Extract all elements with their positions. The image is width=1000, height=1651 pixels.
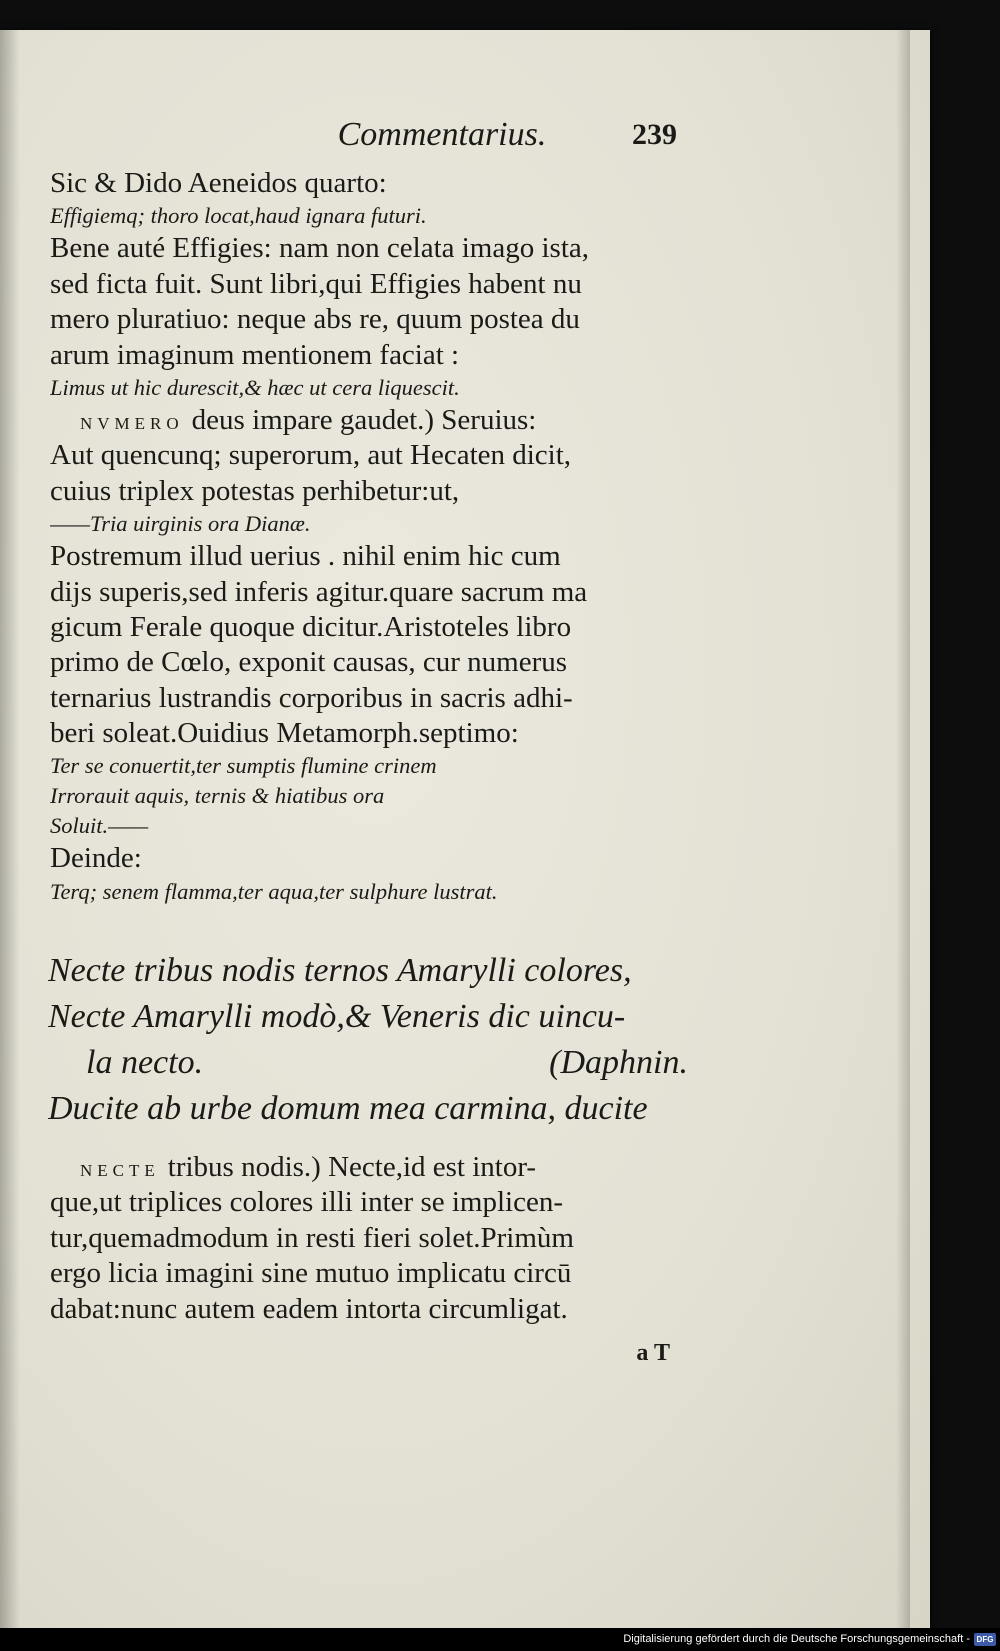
text-line: Deinde: xyxy=(50,842,142,875)
text-line: arum imaginum mentionem faciat : xyxy=(50,338,460,371)
verse-line-left: la necto. xyxy=(86,1044,204,1081)
running-head: Commentarius. xyxy=(337,116,547,153)
quotation-line: Irrorauit aquis, ternis & hiatibus ora xyxy=(50,783,385,809)
text-line: Sic & Dido Aeneidos quarto: xyxy=(50,167,387,199)
text-line: mero pluratiuo: neque abs re, quum postea du xyxy=(50,303,580,336)
text-line: beri soleat.Ouidius Metamorph.septimo: xyxy=(50,717,519,750)
text-line: Bene auté Effigies: nam non celata imago ista, xyxy=(50,232,590,265)
funding-notice: Digitalisierung gefördert durch die Deutsche Forschungsgemeinschaft - xyxy=(623,1633,970,1645)
text-line: gicum Ferale quoque dicitur.Aristoteles libro xyxy=(50,610,572,643)
quotation-line: Terq; senem flamma,ter aqua,ter sulphure lustrat. xyxy=(50,878,498,904)
quotation-line: Ter se conuertit,ter sumptis flumine crinem xyxy=(50,753,437,779)
text-line: primo de Cœlo, exponit causas, cur numerus xyxy=(50,646,568,679)
text-line: cuius triplex potestas perhibetur:ut, xyxy=(50,474,460,507)
lemma-caps: NECTE xyxy=(80,1161,160,1180)
text-line: dabat:nunc autem eadem intorta circumligat. xyxy=(50,1292,568,1325)
lemma-line xyxy=(50,403,680,438)
page-edge-shadow xyxy=(896,30,910,1628)
text-line: tur,quemadmodum in resti fieri solet.Primùm xyxy=(50,1221,574,1254)
page-gutter-shadow xyxy=(0,30,20,1628)
verse-block xyxy=(48,948,688,1132)
verse-line: Necte Amarylli modò,& Veneris dic uincu- xyxy=(48,998,626,1035)
signature-mark: a T xyxy=(636,1340,670,1366)
commentary-text-block-2 xyxy=(50,1150,680,1327)
text-line: ergo licia imagini sine mutuo implicatu circū xyxy=(50,1257,572,1290)
verse-line-right: (Daphnin. xyxy=(549,1044,688,1081)
verse-line: Necte tribus nodis ternos Amarylli colores, xyxy=(48,952,632,989)
quotation-line: ——Tria uirginis ora Dianæ. xyxy=(50,511,311,537)
text-line: Postremum illud uerius . nihil enim hic cum xyxy=(50,540,561,573)
lemma-line xyxy=(50,1150,680,1185)
lemma-text: deus impare gaudet.) Seruius: xyxy=(191,403,537,436)
quotation-line: Limus ut hic durescit,& hæc ut cera liquescit. xyxy=(50,374,460,400)
lemma-caps: NVMERO xyxy=(80,413,184,433)
verse-line xyxy=(48,1040,688,1086)
verse-line: Ducite ab urbe domum mea carmina, ducite xyxy=(48,1090,648,1127)
lemma-text: tribus nodis.) Necte,id est intor- xyxy=(167,1151,537,1183)
text-line: que,ut triplices colores illi inter se implicen- xyxy=(50,1186,563,1219)
quotation-line: Effigiemq; thoro locat,haud ignara futuri. xyxy=(50,203,427,229)
page-number: 239 xyxy=(632,118,677,151)
text-line: dijs superis,sed inferis agitur.quare sacrum ma xyxy=(50,575,588,608)
text-line: Aut quencunq; superorum, aut Hecaten dicit, xyxy=(50,439,572,472)
quotation-line: Soluit.—— xyxy=(50,813,149,839)
commentary-text-block xyxy=(50,166,680,907)
text-line: sed ficta fuit. Sunt libri,qui Effigies habent nu xyxy=(50,267,582,300)
dfg-logo[interactable]: DFG xyxy=(974,1633,996,1646)
text-line: ternarius lustrandis corporibus in sacris adhi- xyxy=(50,681,573,714)
